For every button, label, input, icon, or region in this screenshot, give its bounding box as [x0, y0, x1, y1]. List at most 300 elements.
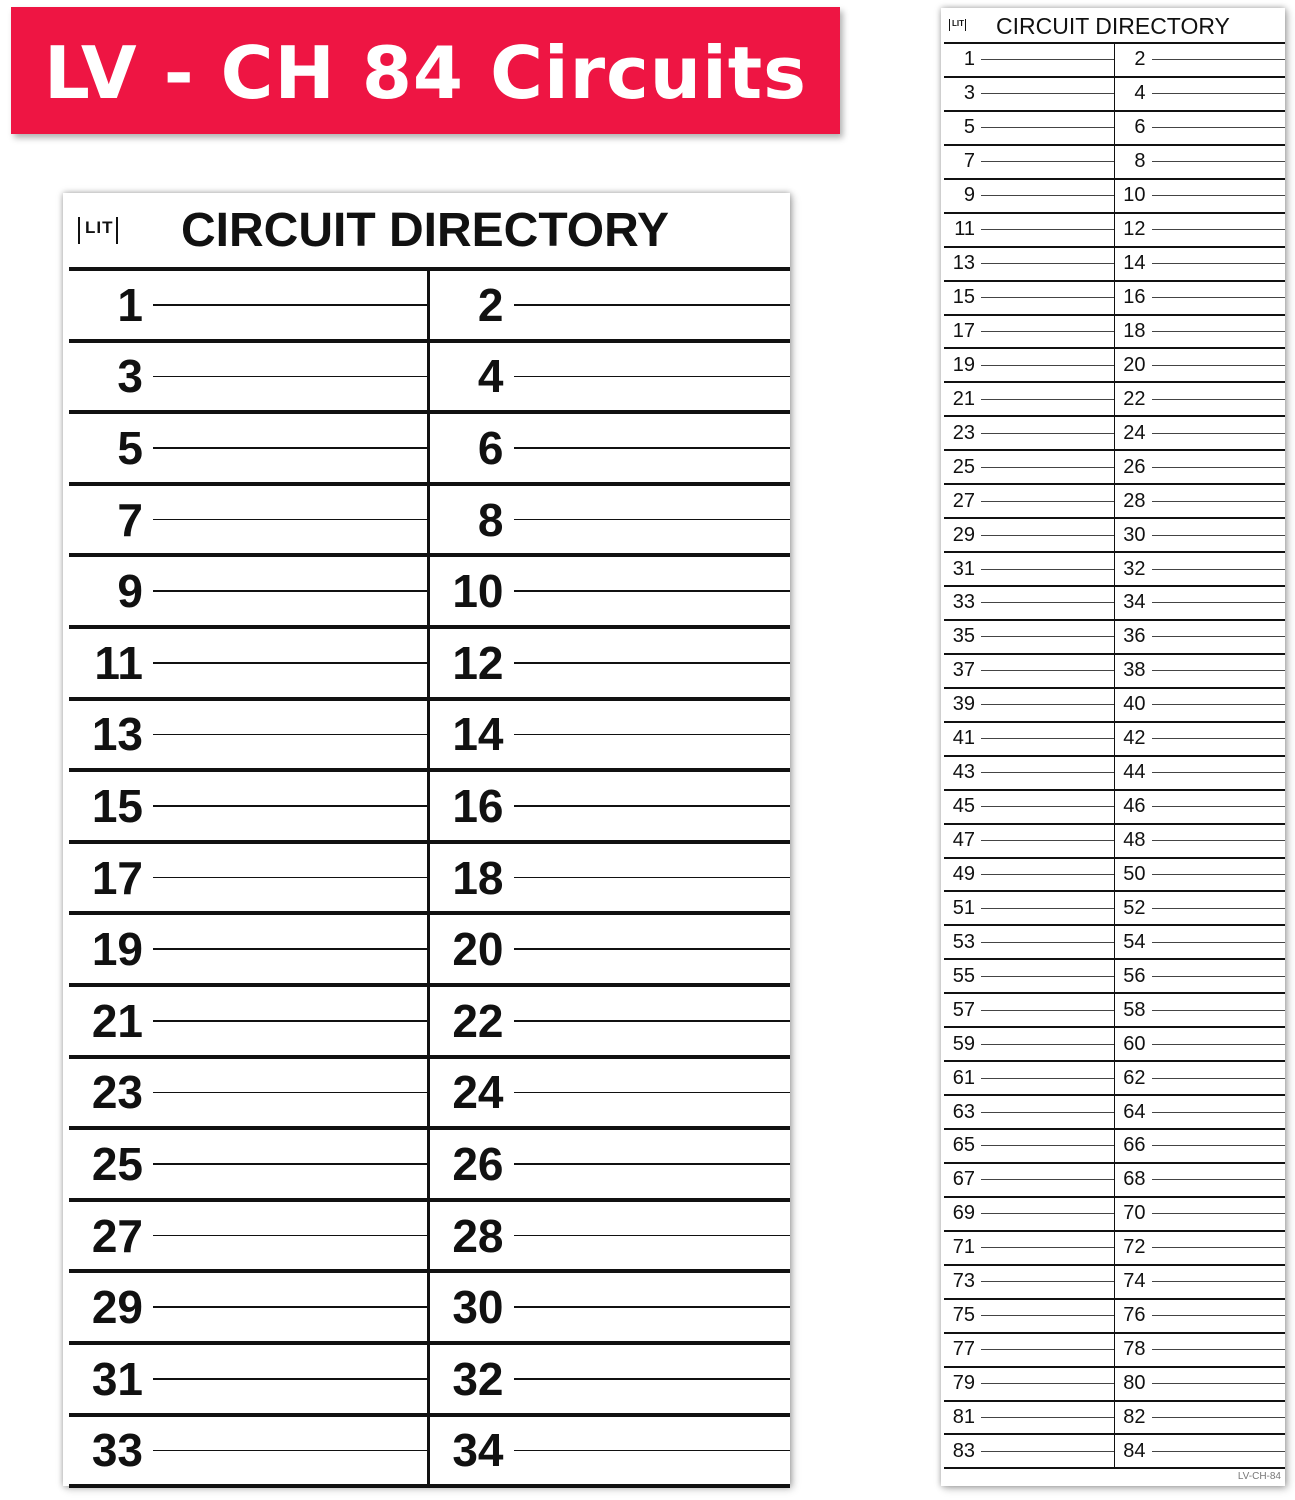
circuit-number: 35: [952, 625, 975, 648]
circuit-slot: [1115, 1435, 1286, 1469]
circuit-number: 10: [452, 565, 504, 618]
circuit-slot: [1115, 1028, 1286, 1062]
circuit-slot: [944, 1164, 1115, 1198]
circuit-slot: [944, 1096, 1115, 1130]
circuit-slot: [1115, 1334, 1286, 1368]
circuit-number: 21: [91, 994, 143, 1047]
circuit-number: 34: [452, 1424, 504, 1477]
circuit-slot: [69, 1345, 430, 1417]
label-write-line: [153, 877, 427, 879]
circuit-number: 63: [952, 1100, 975, 1123]
circuit-slot: [944, 214, 1115, 248]
label-write-line: [981, 365, 1114, 366]
circuit-number: 25: [952, 455, 975, 478]
circuit-number: 11: [94, 636, 143, 689]
label-write-line: [981, 840, 1114, 841]
circuit-slot: [1115, 825, 1286, 859]
circuit-number: 75: [952, 1304, 975, 1327]
circuit-slot: [69, 486, 430, 558]
brand-logo-icon: [78, 217, 118, 244]
circuit-directory-large: [63, 193, 790, 1486]
circuit-number: 81: [952, 1405, 975, 1428]
circuit-slot: [944, 553, 1115, 587]
label-write-line: [981, 670, 1114, 671]
circuit-number: 2: [1134, 48, 1146, 71]
circuit-number: 16: [452, 779, 504, 832]
circuit-number: 73: [952, 1270, 975, 1293]
circuit-number: 20: [1123, 353, 1146, 376]
circuit-number: 83: [952, 1439, 975, 1462]
circuit-slot: [944, 926, 1115, 960]
circuit-slot: [1115, 926, 1286, 960]
label-write-line: [981, 399, 1114, 400]
label-write-line: [514, 519, 791, 521]
label-write-line: [981, 1417, 1114, 1418]
circuit-number: 7: [117, 493, 143, 546]
circuit-slot: [944, 1300, 1115, 1334]
label-write-line: [981, 229, 1114, 230]
label-write-line: [153, 519, 427, 521]
label-write-line: [981, 1247, 1114, 1248]
circuit-number: 29: [952, 523, 975, 546]
circuit-number: 44: [1123, 761, 1146, 784]
label-write-line: [1152, 806, 1286, 807]
circuit-slot: [1115, 417, 1286, 451]
circuit-number: 84: [1123, 1439, 1146, 1462]
circuit-number: 77: [952, 1338, 975, 1361]
circuit-number: 19: [91, 923, 143, 976]
circuit-slot: [1115, 1062, 1286, 1096]
label-write-line: [981, 195, 1114, 196]
circuit-number: 23: [91, 1066, 143, 1119]
circuit-slot: [944, 1266, 1115, 1300]
label-write-line: [1152, 1247, 1286, 1248]
circuit-number: 69: [952, 1202, 975, 1225]
circuit-slot: [69, 1273, 430, 1345]
label-write-line: [1152, 1112, 1286, 1113]
label-write-line: [514, 1163, 791, 1165]
circuit-slot: [1115, 485, 1286, 519]
circuit-slot: [69, 772, 430, 844]
circuit-number: 17: [952, 319, 975, 342]
label-write-line: [1152, 59, 1286, 60]
circuit-slot: [430, 557, 791, 629]
circuit-slot: [1115, 180, 1286, 214]
label-write-line: [981, 636, 1114, 637]
circuit-slot: [430, 343, 791, 415]
circuit-slot: [1115, 146, 1286, 180]
circuit-number: 25: [91, 1137, 143, 1190]
circuit-directory-small: [941, 8, 1285, 1486]
label-write-line: [1152, 161, 1286, 162]
circuit-slot: [944, 1402, 1115, 1436]
circuit-slot: [1115, 248, 1286, 282]
label-write-line: [981, 331, 1114, 332]
circuit-number: 14: [452, 708, 504, 761]
circuit-number: 2: [477, 278, 504, 331]
circuit-slot: [69, 1202, 430, 1274]
label-write-line: [981, 942, 1114, 943]
label-write-line: [514, 1306, 791, 1308]
circuit-slot: [944, 1028, 1115, 1062]
circuit-slot: [944, 994, 1115, 1028]
circuit-slot: [430, 1345, 791, 1417]
label-write-line: [1152, 365, 1286, 366]
label-write-line: [1152, 704, 1286, 705]
circuit-slot: [1115, 757, 1286, 791]
circuit-slot: [430, 915, 791, 987]
circuit-number: 10: [1123, 184, 1146, 207]
circuit-number: 61: [952, 1066, 975, 1089]
label-write-line: [981, 297, 1114, 298]
label-write-line: [153, 304, 427, 306]
circuit-number: 62: [1123, 1066, 1146, 1089]
label-write-line: [514, 662, 791, 664]
circuit-slot: [944, 1334, 1115, 1368]
circuit-number: 59: [952, 1032, 975, 1055]
circuit-slot: [1115, 960, 1286, 994]
circuit-number: 52: [1123, 896, 1146, 919]
circuit-slot: [69, 844, 430, 916]
circuit-slot: [430, 701, 791, 773]
circuit-slot: [69, 414, 430, 486]
label-write-line: [1152, 1145, 1286, 1146]
label-write-line: [514, 304, 791, 306]
circuit-slot: [944, 689, 1115, 723]
product-title: LV - CH 84 Circuits: [43, 30, 808, 115]
label-write-line: [514, 1020, 791, 1022]
circuit-number: 14: [1123, 252, 1146, 275]
label-write-line: [981, 1213, 1114, 1214]
label-write-line: [153, 662, 427, 664]
circuit-slot: [1115, 587, 1286, 621]
circuit-slot: [430, 629, 791, 701]
circuit-number: 32: [452, 1352, 504, 1405]
circuit-number: 48: [1123, 829, 1146, 852]
circuit-number: 78: [1123, 1338, 1146, 1361]
label-write-line: [153, 447, 427, 449]
circuit-number: 55: [952, 964, 975, 987]
circuit-number: 58: [1123, 998, 1146, 1021]
circuit-number: 1: [117, 278, 143, 331]
circuit-number: 46: [1123, 795, 1146, 818]
circuit-slot: [1115, 1198, 1286, 1232]
label-write-line: [981, 1078, 1114, 1079]
label-write-line: [153, 1306, 427, 1308]
circuit-grid: [944, 42, 1285, 1469]
circuit-number: 6: [477, 421, 504, 474]
circuit-number: 24: [452, 1066, 504, 1119]
circuit-slot: [944, 485, 1115, 519]
label-write-line: [981, 263, 1114, 264]
label-write-line: [514, 1450, 791, 1452]
circuit-number: 67: [952, 1168, 975, 1191]
label-write-line: [514, 376, 791, 378]
circuit-slot: [944, 587, 1115, 621]
label-write-line: [1152, 1044, 1286, 1045]
circuit-slot: [944, 519, 1115, 553]
label-write-line: [514, 590, 791, 592]
circuit-number: 21: [952, 387, 975, 410]
label-write-line: [981, 127, 1114, 128]
circuit-number: 18: [452, 851, 504, 904]
circuit-slot: [430, 844, 791, 916]
circuit-number: 30: [452, 1281, 504, 1334]
circuit-slot: [1115, 994, 1286, 1028]
circuit-number: 76: [1123, 1304, 1146, 1327]
label-write-line: [1152, 1417, 1286, 1418]
product-code: LV-CH-84: [1237, 1471, 1281, 1482]
label-write-line: [1152, 263, 1286, 264]
label-write-line: [981, 1383, 1114, 1384]
label-write-line: [1152, 1349, 1286, 1350]
label-write-line: [981, 1451, 1114, 1452]
label-write-line: [981, 976, 1114, 977]
label-write-line: [981, 161, 1114, 162]
circuit-number: 64: [1123, 1100, 1146, 1123]
circuit-number: 43: [952, 761, 975, 784]
circuit-number: 33: [91, 1424, 143, 1477]
label-write-line: [514, 1378, 791, 1380]
label-write-line: [1152, 195, 1286, 196]
circuit-number: 8: [477, 493, 504, 546]
circuit-slot: [1115, 689, 1286, 723]
label-write-line: [153, 1378, 427, 1380]
circuit-number: 15: [91, 779, 143, 832]
label-write-line: [1152, 976, 1286, 977]
circuit-number: 30: [1123, 523, 1146, 546]
circuit-number: 20: [452, 923, 504, 976]
circuit-number: 12: [452, 636, 504, 689]
circuit-slot: [1115, 892, 1286, 926]
circuit-slot: [944, 146, 1115, 180]
circuit-slot: [430, 1202, 791, 1274]
circuit-slot: [1115, 1096, 1286, 1130]
label-write-line: [981, 1044, 1114, 1045]
label-write-line: [981, 535, 1114, 536]
circuit-number: 51: [952, 896, 975, 919]
circuit-number: 13: [952, 252, 975, 275]
circuit-slot: [430, 1130, 791, 1202]
circuit-number: 47: [952, 829, 975, 852]
label-write-line: [153, 1163, 427, 1165]
circuit-slot: [1115, 214, 1286, 248]
circuit-grid: [69, 267, 790, 1488]
label-write-line: [981, 874, 1114, 875]
label-write-line: [981, 1112, 1114, 1113]
circuit-slot: [1115, 1266, 1286, 1300]
label-write-line: [1152, 433, 1286, 434]
label-write-line: [1152, 467, 1286, 468]
circuit-number: 22: [1123, 387, 1146, 410]
circuit-slot: [430, 987, 791, 1059]
circuit-slot: [430, 1417, 791, 1489]
circuit-number: 53: [952, 930, 975, 953]
circuit-number: 29: [91, 1281, 143, 1334]
circuit-slot: [1115, 78, 1286, 112]
circuit-slot: [430, 414, 791, 486]
circuit-slot: [944, 1198, 1115, 1232]
circuit-number: 82: [1123, 1405, 1146, 1428]
circuit-slot: [1115, 519, 1286, 553]
circuit-number: 68: [1123, 1168, 1146, 1191]
circuit-slot: [69, 1417, 430, 1489]
circuit-number: 27: [91, 1209, 143, 1262]
label-write-line: [153, 805, 427, 807]
circuit-slot: [944, 349, 1115, 383]
circuit-slot: [69, 915, 430, 987]
circuit-slot: [944, 180, 1115, 214]
circuit-slot: [944, 655, 1115, 689]
circuit-slot: [944, 112, 1115, 146]
circuit-slot: [944, 859, 1115, 893]
label-write-line: [981, 1315, 1114, 1316]
circuit-number: 80: [1123, 1372, 1146, 1395]
circuit-number: 72: [1123, 1236, 1146, 1259]
circuit-slot: [1115, 723, 1286, 757]
label-write-line: [1152, 772, 1286, 773]
circuit-slot: [944, 1435, 1115, 1469]
label-write-line: [981, 433, 1114, 434]
label-write-line: [1152, 670, 1286, 671]
circuit-slot: [69, 701, 430, 773]
label-write-line: [1152, 602, 1286, 603]
label-write-line: [514, 805, 791, 807]
circuit-slot: [69, 987, 430, 1059]
label-write-line: [514, 948, 791, 950]
label-write-line: [1152, 636, 1286, 637]
circuit-slot: [430, 1273, 791, 1345]
circuit-number: 37: [952, 659, 975, 682]
circuit-number: 34: [1123, 591, 1146, 614]
circuit-slot: [944, 825, 1115, 859]
circuit-number: 5: [117, 421, 143, 474]
circuit-number: 3: [963, 82, 975, 105]
label-write-line: [1152, 399, 1286, 400]
circuit-number: 28: [452, 1209, 504, 1262]
label-write-line: [981, 1010, 1114, 1011]
label-write-line: [981, 908, 1114, 909]
circuit-number: 33: [952, 591, 975, 614]
circuit-slot: [1115, 44, 1286, 78]
circuit-slot: [944, 451, 1115, 485]
circuit-number: 74: [1123, 1270, 1146, 1293]
label-write-line: [514, 447, 791, 449]
label-write-line: [514, 1235, 791, 1237]
label-write-line: [1152, 1315, 1286, 1316]
circuit-slot: [944, 960, 1115, 994]
circuit-number: 18: [1123, 319, 1146, 342]
circuit-slot: [944, 316, 1115, 350]
circuit-slot: [1115, 451, 1286, 485]
label-write-line: [981, 738, 1114, 739]
circuit-slot: [1115, 1300, 1286, 1334]
label-write-line: [153, 1450, 427, 1452]
circuit-slot: [1115, 282, 1286, 316]
product-title-banner: [11, 7, 840, 134]
circuit-number: 9: [117, 565, 143, 618]
circuit-slot: [944, 1368, 1115, 1402]
brand-logo-icon: [949, 19, 966, 31]
circuit-number: 7: [963, 150, 975, 173]
circuit-slot: [1115, 383, 1286, 417]
circuit-slot: [944, 78, 1115, 112]
label-write-line: [1152, 1078, 1286, 1079]
label-write-line: [1152, 127, 1286, 128]
circuit-number: 49: [952, 862, 975, 885]
circuit-slot: [69, 1059, 430, 1131]
circuit-slot: [69, 629, 430, 701]
circuit-number: 41: [952, 727, 975, 750]
circuit-number: 36: [1123, 625, 1146, 648]
circuit-slot: [430, 772, 791, 844]
circuit-slot: [944, 1062, 1115, 1096]
label-write-line: [153, 1020, 427, 1022]
circuit-number: 6: [1134, 116, 1146, 139]
circuit-slot: [1115, 112, 1286, 146]
label-write-line: [1152, 501, 1286, 502]
circuit-slot: [1115, 1130, 1286, 1164]
label-write-line: [981, 806, 1114, 807]
circuit-number: 12: [1123, 218, 1146, 241]
circuit-slot: [944, 791, 1115, 825]
directory-title: CIRCUIT DIRECTORY: [181, 204, 670, 257]
label-write-line: [981, 1281, 1114, 1282]
circuit-number: 66: [1123, 1134, 1146, 1157]
label-write-line: [1152, 874, 1286, 875]
circuit-slot: [944, 1130, 1115, 1164]
circuit-number: 71: [952, 1236, 975, 1259]
label-write-line: [153, 590, 427, 592]
label-write-line: [514, 877, 791, 879]
circuit-number: 4: [1134, 82, 1146, 105]
circuit-number: 19: [952, 353, 975, 376]
label-write-line: [1152, 840, 1286, 841]
label-write-line: [514, 1092, 791, 1094]
circuit-number: 27: [952, 489, 975, 512]
circuit-number: 26: [1123, 455, 1146, 478]
circuit-number: 17: [91, 851, 143, 904]
circuit-number: 54: [1123, 930, 1146, 953]
label-write-line: [1152, 1010, 1286, 1011]
circuit-number: 31: [952, 557, 975, 580]
circuit-slot: [430, 486, 791, 558]
label-write-line: [1152, 1383, 1286, 1384]
circuit-number: 28: [1123, 489, 1146, 512]
label-write-line: [1152, 569, 1286, 570]
label-write-line: [1152, 331, 1286, 332]
label-write-line: [981, 1145, 1114, 1146]
label-write-line: [981, 59, 1114, 60]
circuit-slot: [944, 757, 1115, 791]
label-write-line: [1152, 1179, 1286, 1180]
circuit-number: 60: [1123, 1032, 1146, 1055]
circuit-slot: [944, 44, 1115, 78]
circuit-number: 38: [1123, 659, 1146, 682]
circuit-number: 13: [91, 708, 143, 761]
circuit-number: 4: [477, 350, 504, 403]
circuit-number: 31: [91, 1352, 143, 1405]
circuit-number: 5: [963, 116, 975, 139]
circuit-number: 8: [1134, 150, 1146, 173]
label-write-line: [1152, 738, 1286, 739]
circuit-number: 50: [1123, 862, 1146, 885]
label-write-line: [981, 569, 1114, 570]
circuit-slot: [944, 282, 1115, 316]
circuit-number: 23: [952, 421, 975, 444]
circuit-slot: [430, 1059, 791, 1131]
directory-title: CIRCUIT DIRECTORY: [996, 13, 1230, 39]
